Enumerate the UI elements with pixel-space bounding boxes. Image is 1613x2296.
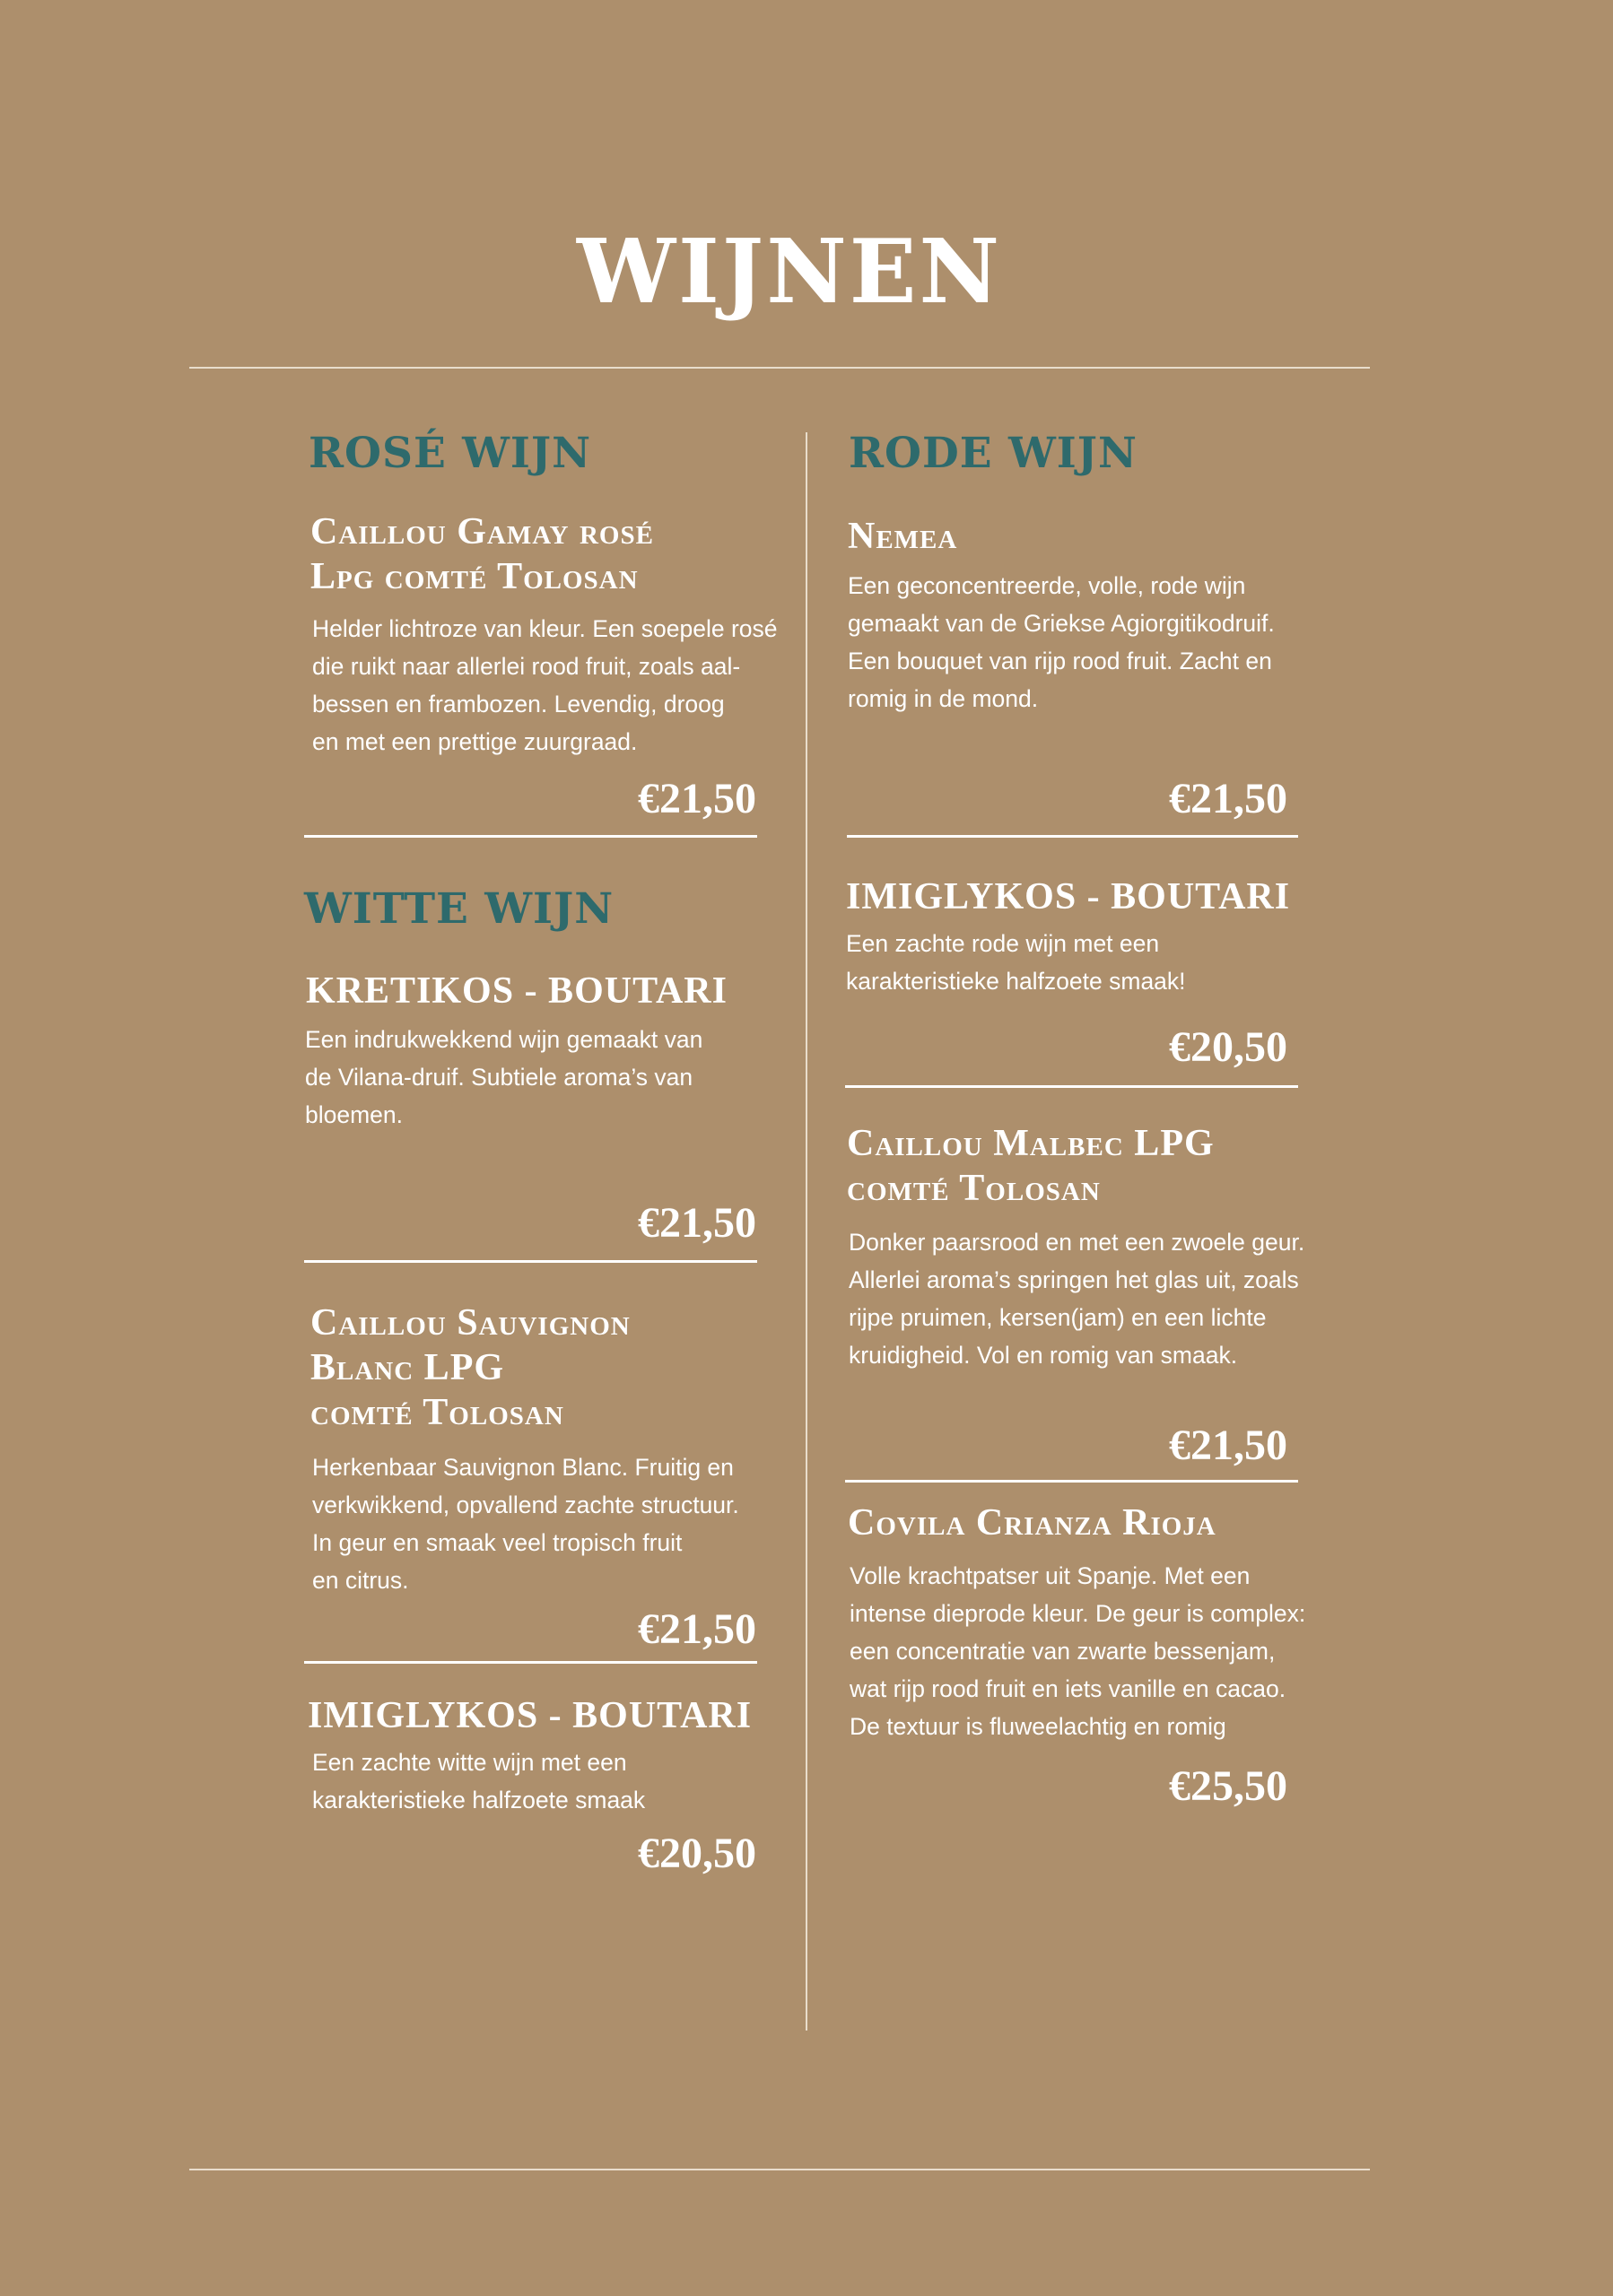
wine-description-nemea: Een geconcentreerde, volle, rode wijn gemaakt van de Griekse Agiorgitikodruif. Een bouquet van rijp rood fruit. Zacht en romig in de mond.: [848, 572, 1275, 712]
wine-description-caillou-malbec: Donker paarsrood en met een zwoele geur. Allerlei aroma’s springen het glas uit, zoals rijpe pruimen, kersen(jam) en een lichte kruidigheid. Vol en romig van smaak.: [849, 1229, 1305, 1369]
wine-price-caillou-sauvignon: €21,50: [638, 1605, 756, 1653]
wine-name-kretikos: KRETIKOS - BOUTARI: [306, 970, 728, 1012]
wine-price-imiglykos-white: €20,50: [638, 1830, 756, 1877]
page-title: WIJNEN: [576, 221, 1003, 324]
wine-price-imiglykos-red: €20,50: [1169, 1023, 1287, 1071]
item-separator: [304, 1661, 757, 1664]
wine-name-caillou-gamay-rose: Caillou Gamay rosé Lpg comté Tolosan: [310, 511, 654, 597]
wine-name-covila-crianza: Covila Crianza Rioja: [848, 1502, 1216, 1544]
wine-price-nemea: €21,50: [1169, 775, 1287, 822]
top-divider: [189, 367, 1370, 369]
wine-description-imiglykos-red: Een zachte rode wijn met een karakteristieke halfzoete smaak!: [846, 930, 1186, 995]
wine-description-caillou-sauvignon: Herkenbaar Sauvignon Blanc. Fruitig en verkwikkend, opvallend zachte structuur. In geur en smaak veel tropisch fruit en citrus.: [312, 1454, 739, 1594]
section-heading-rose: ROSÉ WIJN: [309, 429, 592, 478]
wine-price-caillou-gamay-rose: €21,50: [638, 775, 756, 822]
wine-price-kretikos: €21,50: [638, 1199, 756, 1247]
wine-description-covila-crianza: Volle krachtpatser uit Spanje. Met een intense dieprode kleur. De geur is complex: een concentratie van zwarte bessenjam, wat rijp rood fruit en iets vanille en cacao. De textuur is fluweelachtig en romig: [850, 1562, 1306, 1740]
column-divider: [806, 432, 807, 2031]
wine-description-kretikos: Een indrukwekkend wijn gemaakt van de Vilana-druif. Subtiele aroma’s van bloemen.: [305, 1026, 703, 1128]
wine-description-imiglykos-white: Een zachte witte wijn met een karakteristieke halfzoete smaak: [312, 1749, 646, 1813]
item-separator: [845, 1085, 1298, 1088]
wine-name-caillou-malbec: Caillou Malbec LPG comté Tolosan: [847, 1123, 1215, 1209]
wine-price-caillou-malbec: €21,50: [1169, 1422, 1287, 1469]
wine-description-caillou-gamay-rose: Helder lichtroze van kleur. Een soepele rosé die ruikt naar allerlei rood fruit, zoals aal- bessen en frambozen. Levendig, droog en met een prettige zuurgraad.: [312, 615, 778, 755]
wine-name-caillou-sauvignon: Caillou Sauvignon Blanc LPG comté Tolosan: [310, 1302, 631, 1433]
item-separator: [304, 1260, 757, 1263]
item-separator: [845, 1480, 1298, 1483]
item-separator: [847, 835, 1298, 838]
wine-name-nemea: Nemea: [848, 516, 958, 557]
item-separator: [304, 835, 757, 838]
section-heading-red: RODE WIJN: [849, 429, 1138, 478]
wine-name-imiglykos-white: IMIGLYKOS - BOUTARI: [308, 1695, 753, 1736]
wine-name-imiglykos-red: IMIGLYKOS - BOUTARI: [846, 876, 1291, 918]
bottom-divider: [189, 2169, 1370, 2170]
section-heading-white: WITTE WIJN: [304, 884, 615, 934]
wine-price-covila-crianza: €25,50: [1169, 1762, 1287, 1810]
